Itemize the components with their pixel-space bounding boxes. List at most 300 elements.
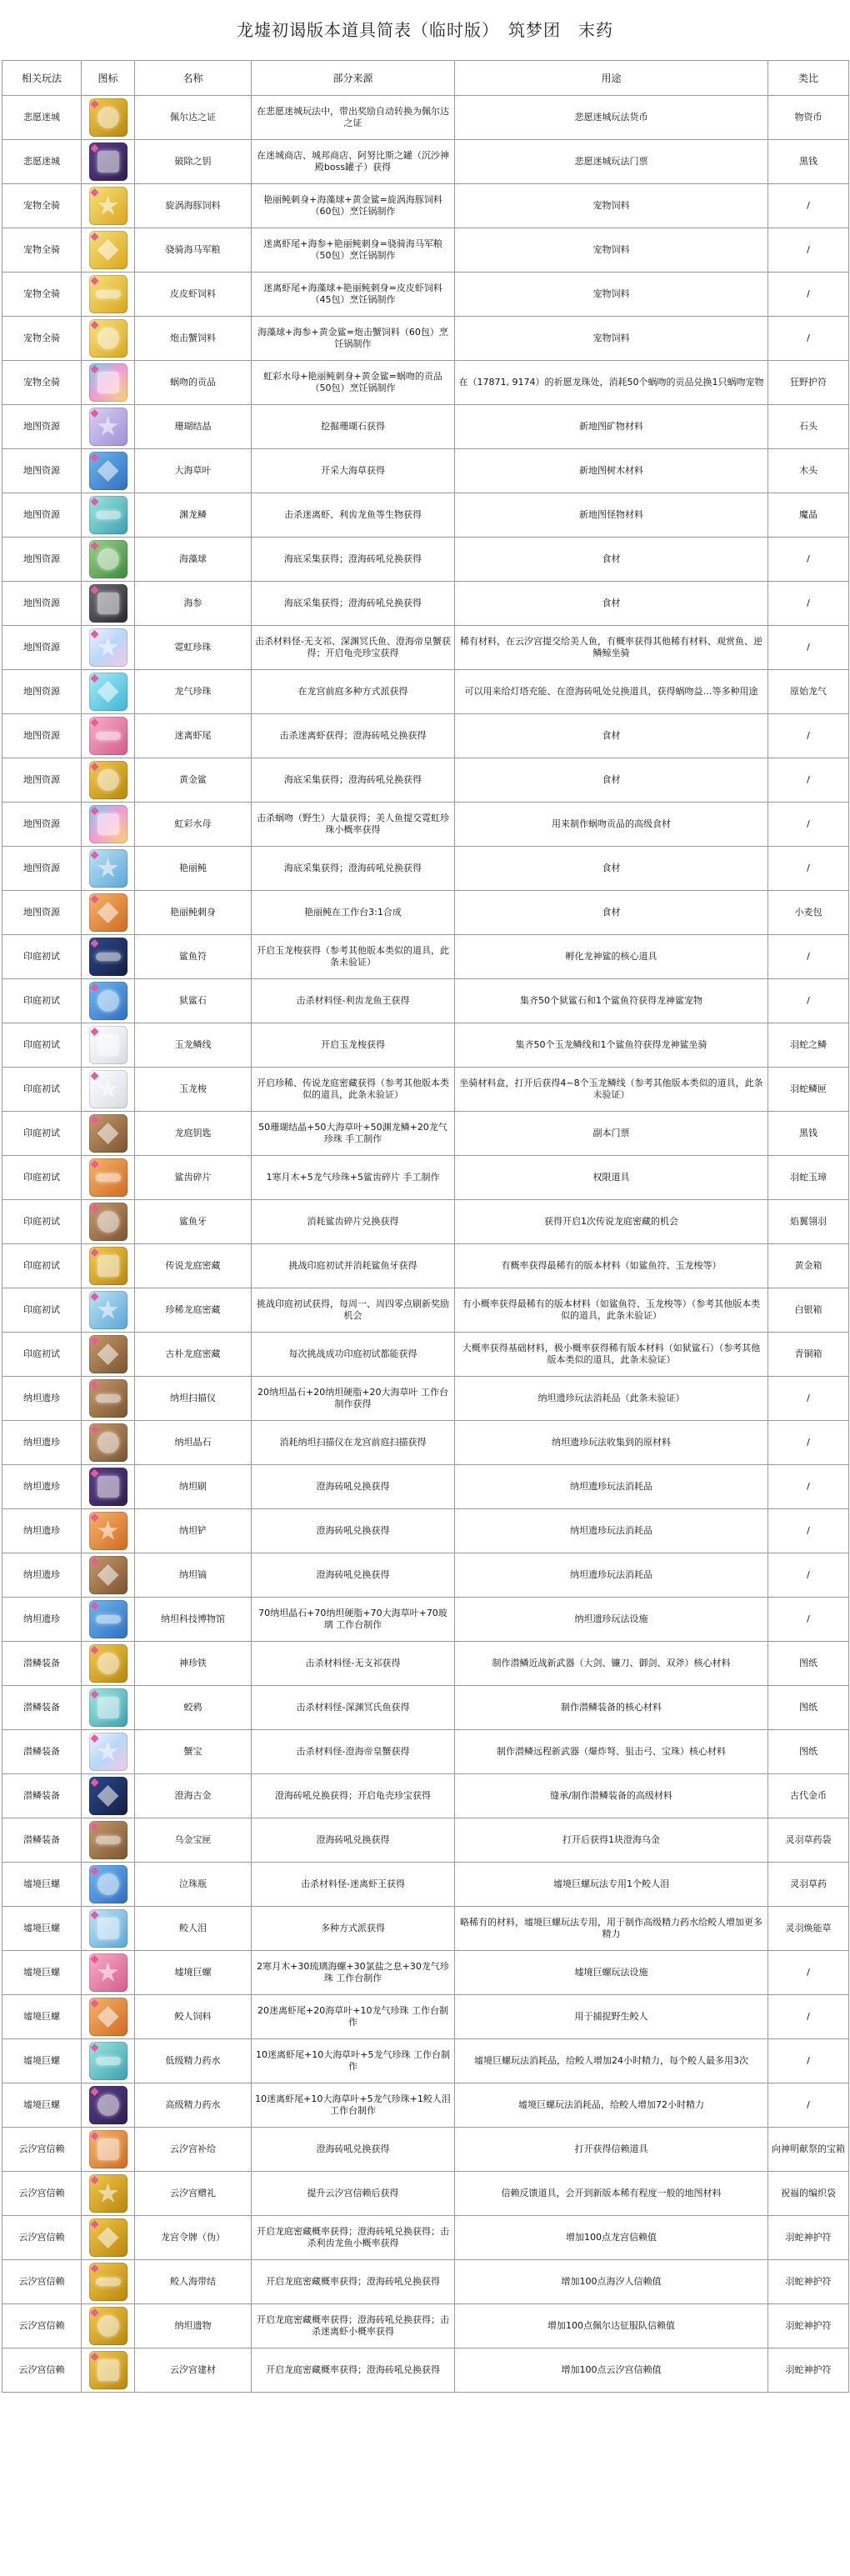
item-glyph-icon — [98, 1873, 119, 1895]
item-icon — [89, 2307, 128, 2345]
table-row — [2, 1774, 849, 1818]
category-cell: 地图资源 — [2, 493, 82, 538]
name-cell: 纳坦镐 — [135, 1553, 252, 1598]
use-cell: 集齐50个玉龙鳞线和1个鲨鱼符获得龙神鲨坐骑 — [455, 1023, 768, 1068]
source-cell: 50珊瑚结晶+50大海草叶+50渊龙鳞+20龙气珍珠 手工制作 — [252, 1112, 455, 1156]
analogy-cell: 羽蛇神护符 — [768, 2216, 849, 2260]
analogy-cell: 羽蛇神护符 — [768, 2260, 849, 2304]
category-cell: 地图资源 — [2, 803, 82, 847]
rarity-marker-icon — [91, 2176, 99, 2184]
rarity-marker-icon — [91, 939, 99, 948]
header-name: 名称 — [135, 61, 252, 96]
name-cell: 海参 — [135, 582, 252, 626]
source-cell: 澄海砖吼兑换获得 — [252, 1465, 455, 1509]
name-cell: 鲨鱼符 — [135, 935, 252, 979]
analogy-cell: 魔晶 — [768, 493, 849, 538]
category-cell: 悲愿迷城 — [2, 96, 82, 140]
icon-cell — [82, 935, 135, 979]
source-cell: 击杀材料怪-无支祁、深渊冥氏鱼、澄海帝皇蟹获得；开启龟壳珍宝获得 — [252, 626, 455, 670]
rarity-marker-icon — [91, 409, 99, 418]
category-cell: 云汐宫信赖 — [2, 2348, 82, 2393]
table-row — [2, 2083, 849, 2128]
icon-cell — [82, 140, 135, 184]
rarity-marker-icon — [91, 2308, 99, 2317]
source-cell: 挖掘珊瑚石获得 — [252, 405, 455, 449]
table-row — [2, 2304, 849, 2348]
item-icon — [89, 1865, 128, 1903]
icon-cell — [82, 2304, 135, 2348]
rarity-marker-icon — [91, 895, 99, 903]
table-row — [2, 538, 849, 582]
table-row — [2, 1553, 849, 1598]
icon-cell — [82, 1774, 135, 1818]
rarity-marker-icon — [91, 233, 99, 241]
table-row — [2, 803, 849, 847]
rarity-marker-icon — [91, 2088, 99, 2096]
use-cell: 制作潜鳞远程新武器（爆炸弩、狙击弓、宝珠）核心材料 — [455, 1730, 768, 1774]
table-row — [2, 1333, 849, 1377]
item-icon — [89, 1909, 128, 1948]
name-cell: 鲛人海带结 — [135, 2260, 252, 2304]
analogy-cell: 祝福的编织袋 — [768, 2172, 849, 2216]
item-glyph-icon — [98, 239, 119, 261]
use-cell: 稀有材料，在云汐宫提交给美人鱼，有概率获得其他稀有材料、观赏鱼、逆鳞鲸坐骑 — [455, 626, 768, 670]
icon-cell — [82, 1244, 135, 1288]
item-icon — [89, 673, 128, 711]
use-cell: 集齐50个狱鲨石和1个鲨鱼符获得龙神鲨宠物 — [455, 979, 768, 1023]
item-glyph-icon — [98, 1653, 119, 1674]
analogy-cell: 原始龙气 — [768, 670, 849, 714]
item-icon — [89, 1821, 128, 1859]
category-cell: 地图资源 — [2, 538, 82, 582]
analogy-cell: / — [768, 1951, 849, 1995]
item-icon — [89, 1733, 128, 1771]
icon-cell — [82, 1112, 135, 1156]
use-cell: 打开获得信赖道具 — [455, 2128, 768, 2172]
category-cell: 印庭初试 — [2, 1112, 82, 1156]
category-cell: 宠物全骑 — [2, 361, 82, 405]
item-glyph-icon — [98, 548, 119, 570]
use-cell: 缝承/制作潜鳞装备的高级材料 — [455, 1774, 768, 1818]
use-cell: 增加100点佩尔达征服队信赖值 — [455, 2304, 768, 2348]
category-cell: 地图资源 — [2, 758, 82, 803]
icon-cell — [82, 2216, 135, 2260]
analogy-cell: 石头 — [768, 405, 849, 449]
analogy-cell: / — [768, 626, 849, 670]
use-cell: 制作潜鳞装备的核心材料 — [455, 1686, 768, 1730]
icon-cell — [82, 96, 135, 140]
icon-cell — [82, 803, 135, 847]
use-cell: 墟境巨螺玩法设施 — [455, 1951, 768, 1995]
category-cell: 潜鳞装备 — [2, 1642, 82, 1686]
use-cell: 大概率获得基础材料，极小概率获得稀有版本材料（如狱鲨石）（参考其他版本类似的道具，此条未验证） — [455, 1333, 768, 1377]
analogy-cell: 羽蛇玉璋 — [768, 1156, 849, 1200]
table-row — [2, 1598, 849, 1642]
use-cell: 墟境巨螺玩法专用1个鲛人泪 — [455, 1863, 768, 1907]
use-cell: 食材 — [455, 538, 768, 582]
use-cell: 信赖反馈道具，会开到新版本稀有程度一般的地图材料 — [455, 2172, 768, 2216]
use-cell: 增加100点海汐人信赖值 — [455, 2260, 768, 2304]
category-cell: 宠物全骑 — [2, 228, 82, 273]
icon-cell — [82, 273, 135, 317]
table-row — [2, 1509, 849, 1553]
table-row — [2, 1465, 849, 1509]
category-cell: 宠物全骑 — [2, 317, 82, 361]
table-row — [2, 1421, 849, 1465]
use-cell: 宠物饲料 — [455, 273, 768, 317]
name-cell: 鲛人饲料 — [135, 1995, 252, 2039]
category-cell: 云汐宫信赖 — [2, 2260, 82, 2304]
analogy-cell: / — [768, 273, 849, 317]
item-glyph-icon — [98, 1785, 119, 1807]
use-cell: 悲愿迷城玩法门票 — [455, 140, 768, 184]
rarity-marker-icon — [91, 188, 99, 197]
analogy-cell: / — [768, 184, 849, 228]
icon-cell — [82, 1377, 135, 1421]
header-category: 相关玩法 — [2, 61, 82, 96]
source-cell: 开启玉龙梭获得（参考其他版本类似的道具，此条未验证） — [252, 935, 455, 979]
item-icon — [89, 1114, 128, 1153]
item-glyph-icon — [98, 372, 119, 393]
rarity-marker-icon — [91, 1778, 99, 1787]
item-glyph-icon — [96, 511, 121, 519]
category-cell: 地图资源 — [2, 582, 82, 626]
source-cell: 开启龙庭密藏概率获得；澄海砖吼兑换获得 — [252, 2260, 455, 2304]
use-cell: 纳坦遗珍玩法消耗品（此条未验证） — [455, 1377, 768, 1421]
item-glyph-icon — [98, 769, 119, 791]
source-cell: 海底采集获得；澄海砖吼兑换获得 — [252, 538, 455, 582]
source-cell: 开启珍稀、传说龙庭密藏获得（参考其他版本类似的道具，此条未验证） — [252, 1068, 455, 1112]
source-cell: 海底采集获得；澄海砖吼兑换获得 — [252, 758, 455, 803]
table-row — [2, 1730, 849, 1774]
icon-cell — [82, 626, 135, 670]
table-row — [2, 2039, 849, 2083]
table-row — [2, 1200, 849, 1244]
name-cell: 大海草叶 — [135, 449, 252, 493]
item-glyph-icon — [98, 2315, 119, 2337]
rarity-marker-icon — [91, 674, 99, 683]
item-icon — [89, 1247, 128, 1285]
analogy-cell: 图纸 — [768, 1730, 849, 1774]
name-cell: 蛟鸦 — [135, 1686, 252, 1730]
icon-cell — [82, 1068, 135, 1112]
rarity-marker-icon — [91, 1293, 99, 1301]
use-cell: 食材 — [455, 891, 768, 935]
item-icon — [89, 1379, 128, 1418]
item-glyph-icon — [98, 416, 119, 438]
use-cell: 新地图树木材料 — [455, 449, 768, 493]
table-row — [2, 449, 849, 493]
rarity-marker-icon — [91, 1646, 99, 1654]
item-glyph-icon — [98, 195, 119, 217]
source-cell: 挑战印庭初试获得，每周一、周四零点刷新奖励机会 — [252, 1288, 455, 1333]
source-cell: 开启龙庭密藏概率获得；澄海砖吼兑换获得；击杀迷离虾小概率获得 — [252, 2304, 455, 2348]
source-cell: 虹彩水母+艳丽鲀刺身+黄金鲨=蜗吻的贡品（50包）烹饪锅制作 — [252, 361, 455, 405]
item-icon — [89, 1512, 128, 1550]
name-cell: 鲨齿碎片 — [135, 1156, 252, 1200]
item-glyph-icon — [96, 2057, 121, 2065]
analogy-cell: 黑钱 — [768, 1112, 849, 1156]
item-icon — [89, 1777, 128, 1815]
name-cell: 古朴龙庭密藏 — [135, 1333, 252, 1377]
item-icon — [89, 893, 128, 932]
use-cell: 在（17871, 9174）的祈愿龙珠处，消耗50个蜗吻的贡品兑换1只蜗吻宠物 — [455, 361, 768, 405]
category-cell: 潜鳞装备 — [2, 1686, 82, 1730]
category-cell: 墟境巨螺 — [2, 1863, 82, 1907]
analogy-cell: 小麦包 — [768, 891, 849, 935]
use-cell: 有概率获得最稀有的版本材料（如鲨鱼符、玉龙梭等） — [455, 1244, 768, 1288]
rarity-marker-icon — [91, 1955, 99, 1963]
rarity-marker-icon — [91, 100, 99, 108]
icon-cell — [82, 361, 135, 405]
rarity-marker-icon — [91, 1425, 99, 1433]
item-icon — [89, 452, 128, 490]
analogy-cell: 木头 — [768, 449, 849, 493]
analogy-cell: / — [768, 979, 849, 1023]
source-cell: 多种方式派获得 — [252, 1907, 455, 1951]
icon-cell — [82, 184, 135, 228]
source-cell: 开启龙庭密藏概率获得；澄海砖吼兑换获得；击杀利齿龙鱼小概率获得 — [252, 2216, 455, 2260]
name-cell: 鲛人泪 — [135, 1907, 252, 1951]
use-cell: 新地图怪物材料 — [455, 493, 768, 538]
icon-cell — [82, 538, 135, 582]
source-cell: 开启玉龙梭获得 — [252, 1023, 455, 1068]
source-cell: 澄海砖吼兑换获得 — [252, 1553, 455, 1598]
item-icon — [89, 849, 128, 888]
sheet-title: 龙墟初谒版本道具简表（临时版） 筑梦团 末药 — [237, 20, 613, 40]
rarity-marker-icon — [91, 1072, 99, 1080]
analogy-cell: 青铜箱 — [768, 1333, 849, 1377]
item-icon — [89, 143, 128, 181]
analogy-cell: / — [768, 2039, 849, 2083]
item-glyph-icon — [96, 1394, 121, 1403]
use-cell: 宠物饲料 — [455, 184, 768, 228]
source-cell: 20迷离虾尾+20海草叶+10龙气珍珠 工作台制作 — [252, 1995, 455, 2039]
analogy-cell: / — [768, 582, 849, 626]
table-row — [2, 1377, 849, 1421]
analogy-cell: / — [768, 1995, 849, 2039]
source-cell: 迷离虾尾+海藻球+艳丽鲀刺身=皮皮虾饲料（45包）烹饪锅制作 — [252, 273, 455, 317]
source-cell: 70纳坦晶石+70纳坦硬脂+70大海草叶+70玻璃 工作台制作 — [252, 1598, 455, 1642]
rarity-marker-icon — [91, 2220, 99, 2228]
category-cell: 墟境巨螺 — [2, 1907, 82, 1951]
table-row — [2, 2128, 849, 2172]
name-cell: 传说龙庭密藏 — [135, 1244, 252, 1288]
rarity-marker-icon — [91, 453, 99, 462]
analogy-cell: 灵羽草药袋 — [768, 1818, 849, 1863]
table-row — [2, 1112, 849, 1156]
category-cell: 纳坦遗珍 — [2, 1553, 82, 1598]
rarity-marker-icon — [91, 1867, 99, 1875]
item-icon — [89, 1468, 128, 1506]
item-glyph-icon — [98, 2359, 119, 2381]
analogy-cell: 焰翼翎羽 — [768, 1200, 849, 1244]
category-cell: 印庭初试 — [2, 1156, 82, 1200]
icon-cell — [82, 1598, 135, 1642]
name-cell: 乌金宝匣 — [135, 1818, 252, 1863]
name-cell: 玉龙鳞线 — [135, 1023, 252, 1068]
rarity-marker-icon — [91, 321, 99, 329]
use-cell: 宠物饲料 — [455, 317, 768, 361]
icon-cell — [82, 1288, 135, 1333]
analogy-cell: / — [768, 1465, 849, 1509]
use-cell: 打开后获得1块澄海乌金 — [455, 1818, 768, 1863]
table-row — [2, 1907, 849, 1951]
table-row — [2, 847, 849, 891]
use-cell: 墟境巨螺玩法消耗品，给鲛人增加24小时精力，每个鲛人最多用3次 — [455, 2039, 768, 2083]
item-table — [2, 60, 849, 2393]
rarity-marker-icon — [91, 1602, 99, 1610]
rarity-marker-icon — [91, 1999, 99, 2008]
item-icon — [89, 2130, 128, 2168]
name-cell: 纳坦扫描仪 — [135, 1377, 252, 1421]
source-cell: 1寒月木+5龙气珍珠+5鲨齿碎片 手工制作 — [252, 1156, 455, 1200]
source-cell: 在龙宫前庭多种方式派获得 — [252, 670, 455, 714]
item-icon — [89, 761, 128, 799]
item-icon — [89, 187, 128, 225]
analogy-cell: / — [768, 1377, 849, 1421]
analogy-cell: 图纸 — [768, 1686, 849, 1730]
category-cell: 地图资源 — [2, 847, 82, 891]
rarity-marker-icon — [91, 498, 99, 506]
category-cell: 印庭初试 — [2, 1068, 82, 1112]
rarity-marker-icon — [91, 983, 99, 992]
icon-cell — [82, 582, 135, 626]
rarity-marker-icon — [91, 851, 99, 859]
use-cell: 权限道具 — [455, 1156, 768, 1200]
source-cell: 艳丽鲀刺身+海藻球+黄金鲨=旋涡海豚饲料（60包）烹饪锅制作 — [252, 184, 455, 228]
analogy-cell: 羽蛇神护符 — [768, 2304, 849, 2348]
item-glyph-icon — [98, 681, 119, 703]
category-cell: 地图资源 — [2, 626, 82, 670]
name-cell: 龙庭钥匙 — [135, 1112, 252, 1156]
category-cell: 宠物全骑 — [2, 273, 82, 317]
category-cell: 宠物全骑 — [2, 184, 82, 228]
icon-cell — [82, 405, 135, 449]
name-cell: 珍稀龙庭密藏 — [135, 1288, 252, 1333]
use-cell: 用来制作蜗吻贡品的高级食材 — [455, 803, 768, 847]
item-glyph-icon — [96, 953, 121, 961]
category-cell: 地图资源 — [2, 405, 82, 449]
name-cell: 澄海古金 — [135, 1774, 252, 1818]
name-cell: 泣珠瓶 — [135, 1863, 252, 1907]
source-cell: 消耗鲨齿碎片兑换获得 — [252, 1200, 455, 1244]
icon-cell — [82, 1553, 135, 1598]
item-icon — [89, 275, 128, 313]
item-icon — [89, 805, 128, 843]
table-row — [2, 891, 849, 935]
icon-cell — [82, 1156, 135, 1200]
item-glyph-icon — [98, 1741, 119, 1763]
name-cell: 炮击蟹饲料 — [135, 317, 252, 361]
source-cell: 击杀蜗吻（野生）大量获得；美人鱼提交霓虹珍珠小概率获得 — [252, 803, 455, 847]
header-source: 部分来源 — [252, 61, 455, 96]
icon-cell — [82, 2128, 135, 2172]
item-glyph-icon — [96, 1615, 121, 1623]
source-cell: 击杀材料怪-利齿龙鱼王获得 — [252, 979, 455, 1023]
item-icon — [89, 231, 128, 269]
use-cell: 纳坦遗珍玩法收集到的原材料 — [455, 1421, 768, 1465]
icon-cell — [82, 1333, 135, 1377]
source-cell: 澄海砖吼兑换获得 — [252, 1818, 455, 1863]
use-cell: 悲愿迷城玩法货币 — [455, 96, 768, 140]
item-glyph-icon — [96, 732, 121, 740]
analogy-cell: / — [768, 803, 849, 847]
icon-cell — [82, 891, 135, 935]
use-cell: 可以用来给灯塔充能、在澄海砖吼处兑换道具，获得蜗吻益…等多种用途 — [455, 670, 768, 714]
item-glyph-icon — [98, 2183, 119, 2204]
name-cell: 纳坦铲 — [135, 1509, 252, 1553]
table-row — [2, 96, 849, 140]
table-row — [2, 1244, 849, 1288]
rarity-marker-icon — [91, 542, 99, 550]
source-cell: 提升云汐宫信赖后获得 — [252, 2172, 455, 2216]
analogy-cell: / — [768, 317, 849, 361]
table-row — [2, 1023, 849, 1068]
item-glyph-icon — [98, 1123, 119, 1144]
analogy-cell: 羽蛇鳞匣 — [768, 1068, 849, 1112]
table-row — [2, 1863, 849, 1907]
analogy-cell: / — [768, 1598, 849, 1642]
rarity-marker-icon — [91, 1734, 99, 1743]
use-cell: 获得开启1次传说龙庭密藏的机会 — [455, 1200, 768, 1244]
item-icon — [89, 1953, 128, 1992]
rarity-marker-icon — [91, 1337, 99, 1345]
analogy-cell: 古代金币 — [768, 1774, 849, 1818]
analogy-cell: 羽蛇之鳞 — [768, 1023, 849, 1068]
use-cell: 食材 — [455, 582, 768, 626]
item-icon — [89, 2263, 128, 2301]
icon-cell — [82, 1686, 135, 1730]
item-glyph-icon — [98, 1211, 119, 1233]
item-glyph-icon — [98, 2138, 119, 2160]
source-cell: 击杀迷离虾、利齿龙鱼等生物获得 — [252, 493, 455, 538]
item-icon — [89, 1070, 128, 1108]
source-cell: 艳丽鲀在工作台3:1合成 — [252, 891, 455, 935]
category-cell: 墟境巨螺 — [2, 2083, 82, 2128]
category-cell: 地图资源 — [2, 891, 82, 935]
item-icon — [89, 496, 128, 534]
name-cell: 墟境巨螺 — [135, 1951, 252, 1995]
category-cell: 云汐宫信赖 — [2, 2172, 82, 2216]
source-cell: 海底采集获得；澄海砖吼兑换获得 — [252, 582, 455, 626]
use-cell: 墟境巨螺玩法消耗品，给鲛人增加72小时精力 — [455, 2083, 768, 2128]
table-row — [2, 1951, 849, 1995]
icon-cell — [82, 1951, 135, 1995]
table-row — [2, 979, 849, 1023]
use-cell: 纳坦遗珍玩法设施 — [455, 1598, 768, 1642]
analogy-cell: 灵羽焕能草 — [768, 1907, 849, 1951]
source-cell: 开启龙庭密藏概率获得；澄海砖吼兑换获得 — [252, 2348, 455, 2393]
rarity-marker-icon — [91, 1513, 99, 1522]
analogy-cell: / — [768, 935, 849, 979]
item-glyph-icon — [98, 1078, 119, 1100]
item-icon — [89, 1998, 128, 2036]
analogy-cell: 黑钱 — [768, 140, 849, 184]
item-glyph-icon — [98, 1520, 119, 1542]
table-row — [2, 317, 849, 361]
category-cell: 墟境巨螺 — [2, 1995, 82, 2039]
source-cell: 每次挑战成功印庭初试都能获得 — [252, 1333, 455, 1377]
name-cell: 龙宫令牌（伪） — [135, 2216, 252, 2260]
item-icon — [89, 1644, 128, 1683]
icon-cell — [82, 2172, 135, 2216]
icon-cell — [82, 1995, 135, 2039]
name-cell: 鲨鱼牙 — [135, 1200, 252, 1244]
category-cell: 潜鳞装备 — [2, 1730, 82, 1774]
name-cell: 狱鲨石 — [135, 979, 252, 1023]
item-icon — [89, 2351, 128, 2389]
